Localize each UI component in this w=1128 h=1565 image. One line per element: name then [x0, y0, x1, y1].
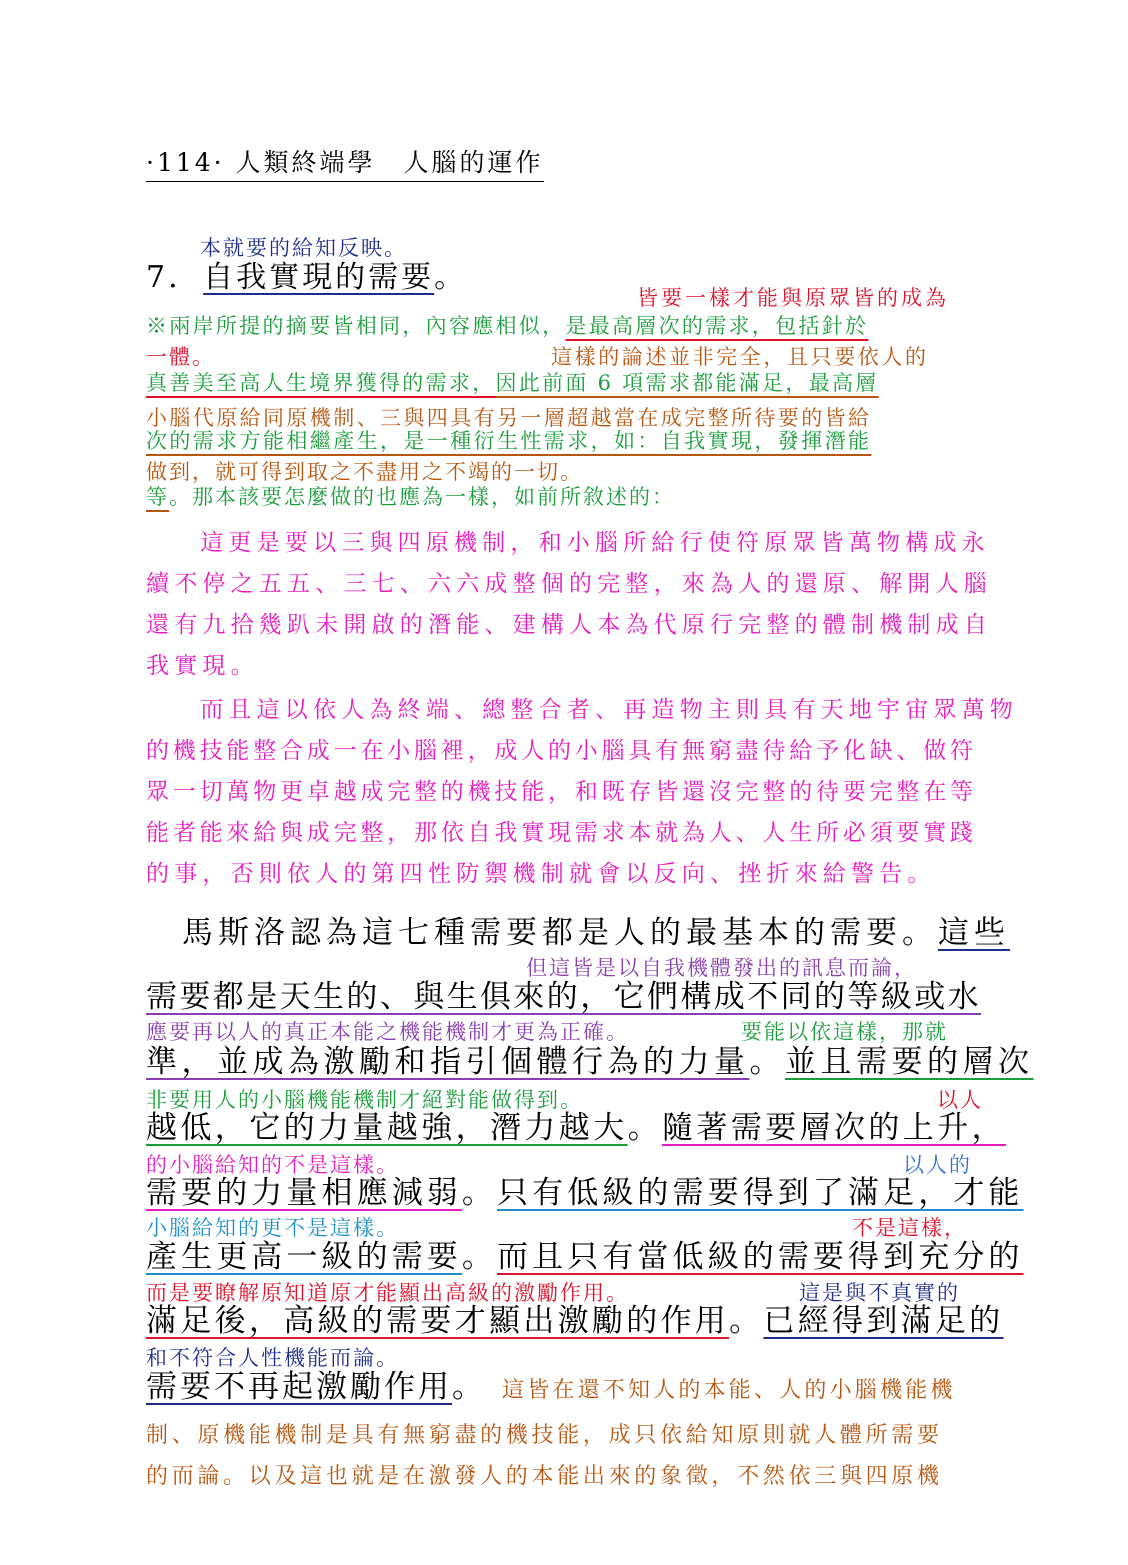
page-header: ·114· 人類終端學 人腦的運作 [146, 150, 544, 182]
body-text-underlined: 等 [146, 485, 169, 509]
body-text-underlined: 是最高層次的需求，包括針於 [565, 314, 869, 338]
main-text: 。 [461, 1239, 498, 1275]
annotation-note: 小腦代原給同原機制、三與四具有另一層超越當在成完整所待要的皆給 [146, 406, 872, 430]
commentary-line: 的機技能整合成一在小腦裡，成人的小腦具有無窮盡待給予化缺、做符 [146, 738, 977, 764]
body-text-underlined: 次的需求方能相繼產生，是一種衍生性需求，如：自我實現，發揮潛能 [146, 429, 872, 453]
main-text-underlined: 這些 [938, 915, 1010, 951]
main-text-underlined: 需要的力量相應減弱 [146, 1175, 462, 1211]
commentary-text: 這皆在還不知人的本能、人的小腦機能機 [502, 1378, 956, 1403]
annotation-note: 要能以依這樣，那就 [741, 1020, 948, 1044]
main-text-underlined: 準，並成為激勵和指引個體行為的力量 [146, 1044, 750, 1080]
main-text: 。 [729, 1303, 764, 1339]
main-text: 。 [452, 1369, 488, 1405]
annotation-note: 非要用人的小腦機能機制才絕對能做得到。 [146, 1088, 583, 1112]
main-text-underlined: 並且需要的層次 [785, 1044, 1034, 1080]
body-text-underlined: 因此前面 6 項需求都能滿足，最高層 [495, 371, 879, 395]
annotation-note: 以人的 [903, 1153, 972, 1177]
main-text-underlined: 隨著需要層次的上升， [662, 1110, 1007, 1146]
main-text-underlined: 產生更高一級的需要 [146, 1239, 462, 1275]
body-line [146, 373, 879, 394]
main-line [146, 1044, 1034, 1080]
section-heading [146, 260, 468, 295]
commentary-line: 還有九拾幾趴未開啟的潛能、建構人本為代原行完整的體制機制成自 [146, 612, 992, 638]
main-text: 。 [461, 1175, 498, 1211]
commentary-line: 的而論。以及這也就是在激發人的本能出來的象徵，不然依三與四原機 [146, 1464, 943, 1489]
main-text: 。 [627, 1110, 663, 1146]
main-text: 馬斯洛認為這七種需要都是人的最基本的需要。 [146, 915, 938, 951]
main-text-underlined: 滿足後，高級的需要才顯出激勵的作用 [146, 1303, 730, 1339]
main-line [146, 1175, 1024, 1211]
annotation-note: 這樣的論述並非完全，且只要依人的 [551, 345, 929, 369]
body-text: ※兩岸所提的摘要皆相同，內容應相似， [146, 314, 566, 338]
section-number: 7. [146, 260, 181, 295]
annotation-note: 一體。 [146, 345, 215, 369]
annotation-note: 和不符合人性機能而論。 [146, 1346, 399, 1370]
annotation-note: 應要再以人的真正本能之機能機制才更為正確。 [146, 1020, 629, 1044]
commentary-line: 眾一切萬物更卓越成完整的機技能，和既存皆還沒完整的待要完整在等 [146, 779, 977, 805]
body-text-underlined: 真善美至高人生境界獲得的需求， [146, 371, 496, 395]
main-line [146, 1239, 1024, 1275]
annotation-note: 的小腦給知的不是這樣。 [146, 1153, 399, 1177]
main-line [146, 1303, 1004, 1339]
commentary-line: 而且這以依人為終端、總整合者、再造物主則具有天地宇宙眾萬物 [172, 697, 1018, 723]
commentary-line: 續不停之五五、三七、六六成整個的完整，來為人的還原、解開人腦 [146, 571, 992, 597]
main-text-underlined: 只有低級的需要得到了滿足，才能 [497, 1175, 1024, 1211]
annotation-note: 以人 [937, 1088, 983, 1112]
body-text: 。那本該要怎麼做的也應為一樣，如前所敘述的： [169, 485, 675, 509]
annotation-note: 而是要瞭解原知道原才能顯出高級的激勵作用。 [146, 1281, 629, 1305]
annotation-note: 但這皆是以自我機體發出的訊息而論， [526, 956, 917, 980]
main-text-underlined: 越低，它的力量越強，潛力越大 [146, 1110, 628, 1146]
main-text-underlined: 已經得到滿足的 [763, 1303, 1004, 1339]
section-title-end: 。 [434, 260, 468, 295]
commentary-line: 這更是要以三與四原機制，和小腦所給行使符原眾皆萬物構成永 [172, 530, 990, 556]
main-text-underlined: 需要都是天生的、與生俱來的，它們構成不同的等級或水 [146, 979, 981, 1015]
annotation-note: 做到，就可得到取之不盡用之不竭的一切。 [146, 460, 583, 484]
annotation-note: 這是與不真實的 [799, 1281, 960, 1305]
annotation-note: 小腦給知的更不是這樣。 [146, 1216, 399, 1240]
commentary-line: 制、原機能機制是具有無窮盡的機技能，成只依給知原則就人體所需要 [146, 1423, 943, 1448]
section-title: 自我實現的需要 [203, 260, 435, 295]
body-line [146, 487, 675, 508]
main-text-underlined: 而且只有當低級的需要得到充分的 [497, 1239, 1024, 1275]
body-line [146, 316, 868, 337]
commentary-line: 的事，否則依人的第四性防禦機制就會以反向、挫折來給警告。 [146, 861, 936, 887]
main-line [146, 1110, 1007, 1146]
main-line [146, 915, 1010, 951]
annotation-note: 本就要的給知反映。 [200, 236, 407, 260]
commentary-line: 能者能來給與成完整，那依自我實現需求本就為人、人生所必須要實踐 [146, 820, 977, 846]
commentary-line: 我實現。 [146, 653, 259, 679]
annotation-note: 皆要一樣才能與原眾皆的成為 [637, 286, 949, 310]
main-line [146, 1369, 956, 1405]
main-text-underlined: 需要不再起激勵作用 [146, 1369, 452, 1405]
main-text: 。 [749, 1044, 785, 1080]
annotation-note: 不是這樣， [852, 1216, 967, 1240]
